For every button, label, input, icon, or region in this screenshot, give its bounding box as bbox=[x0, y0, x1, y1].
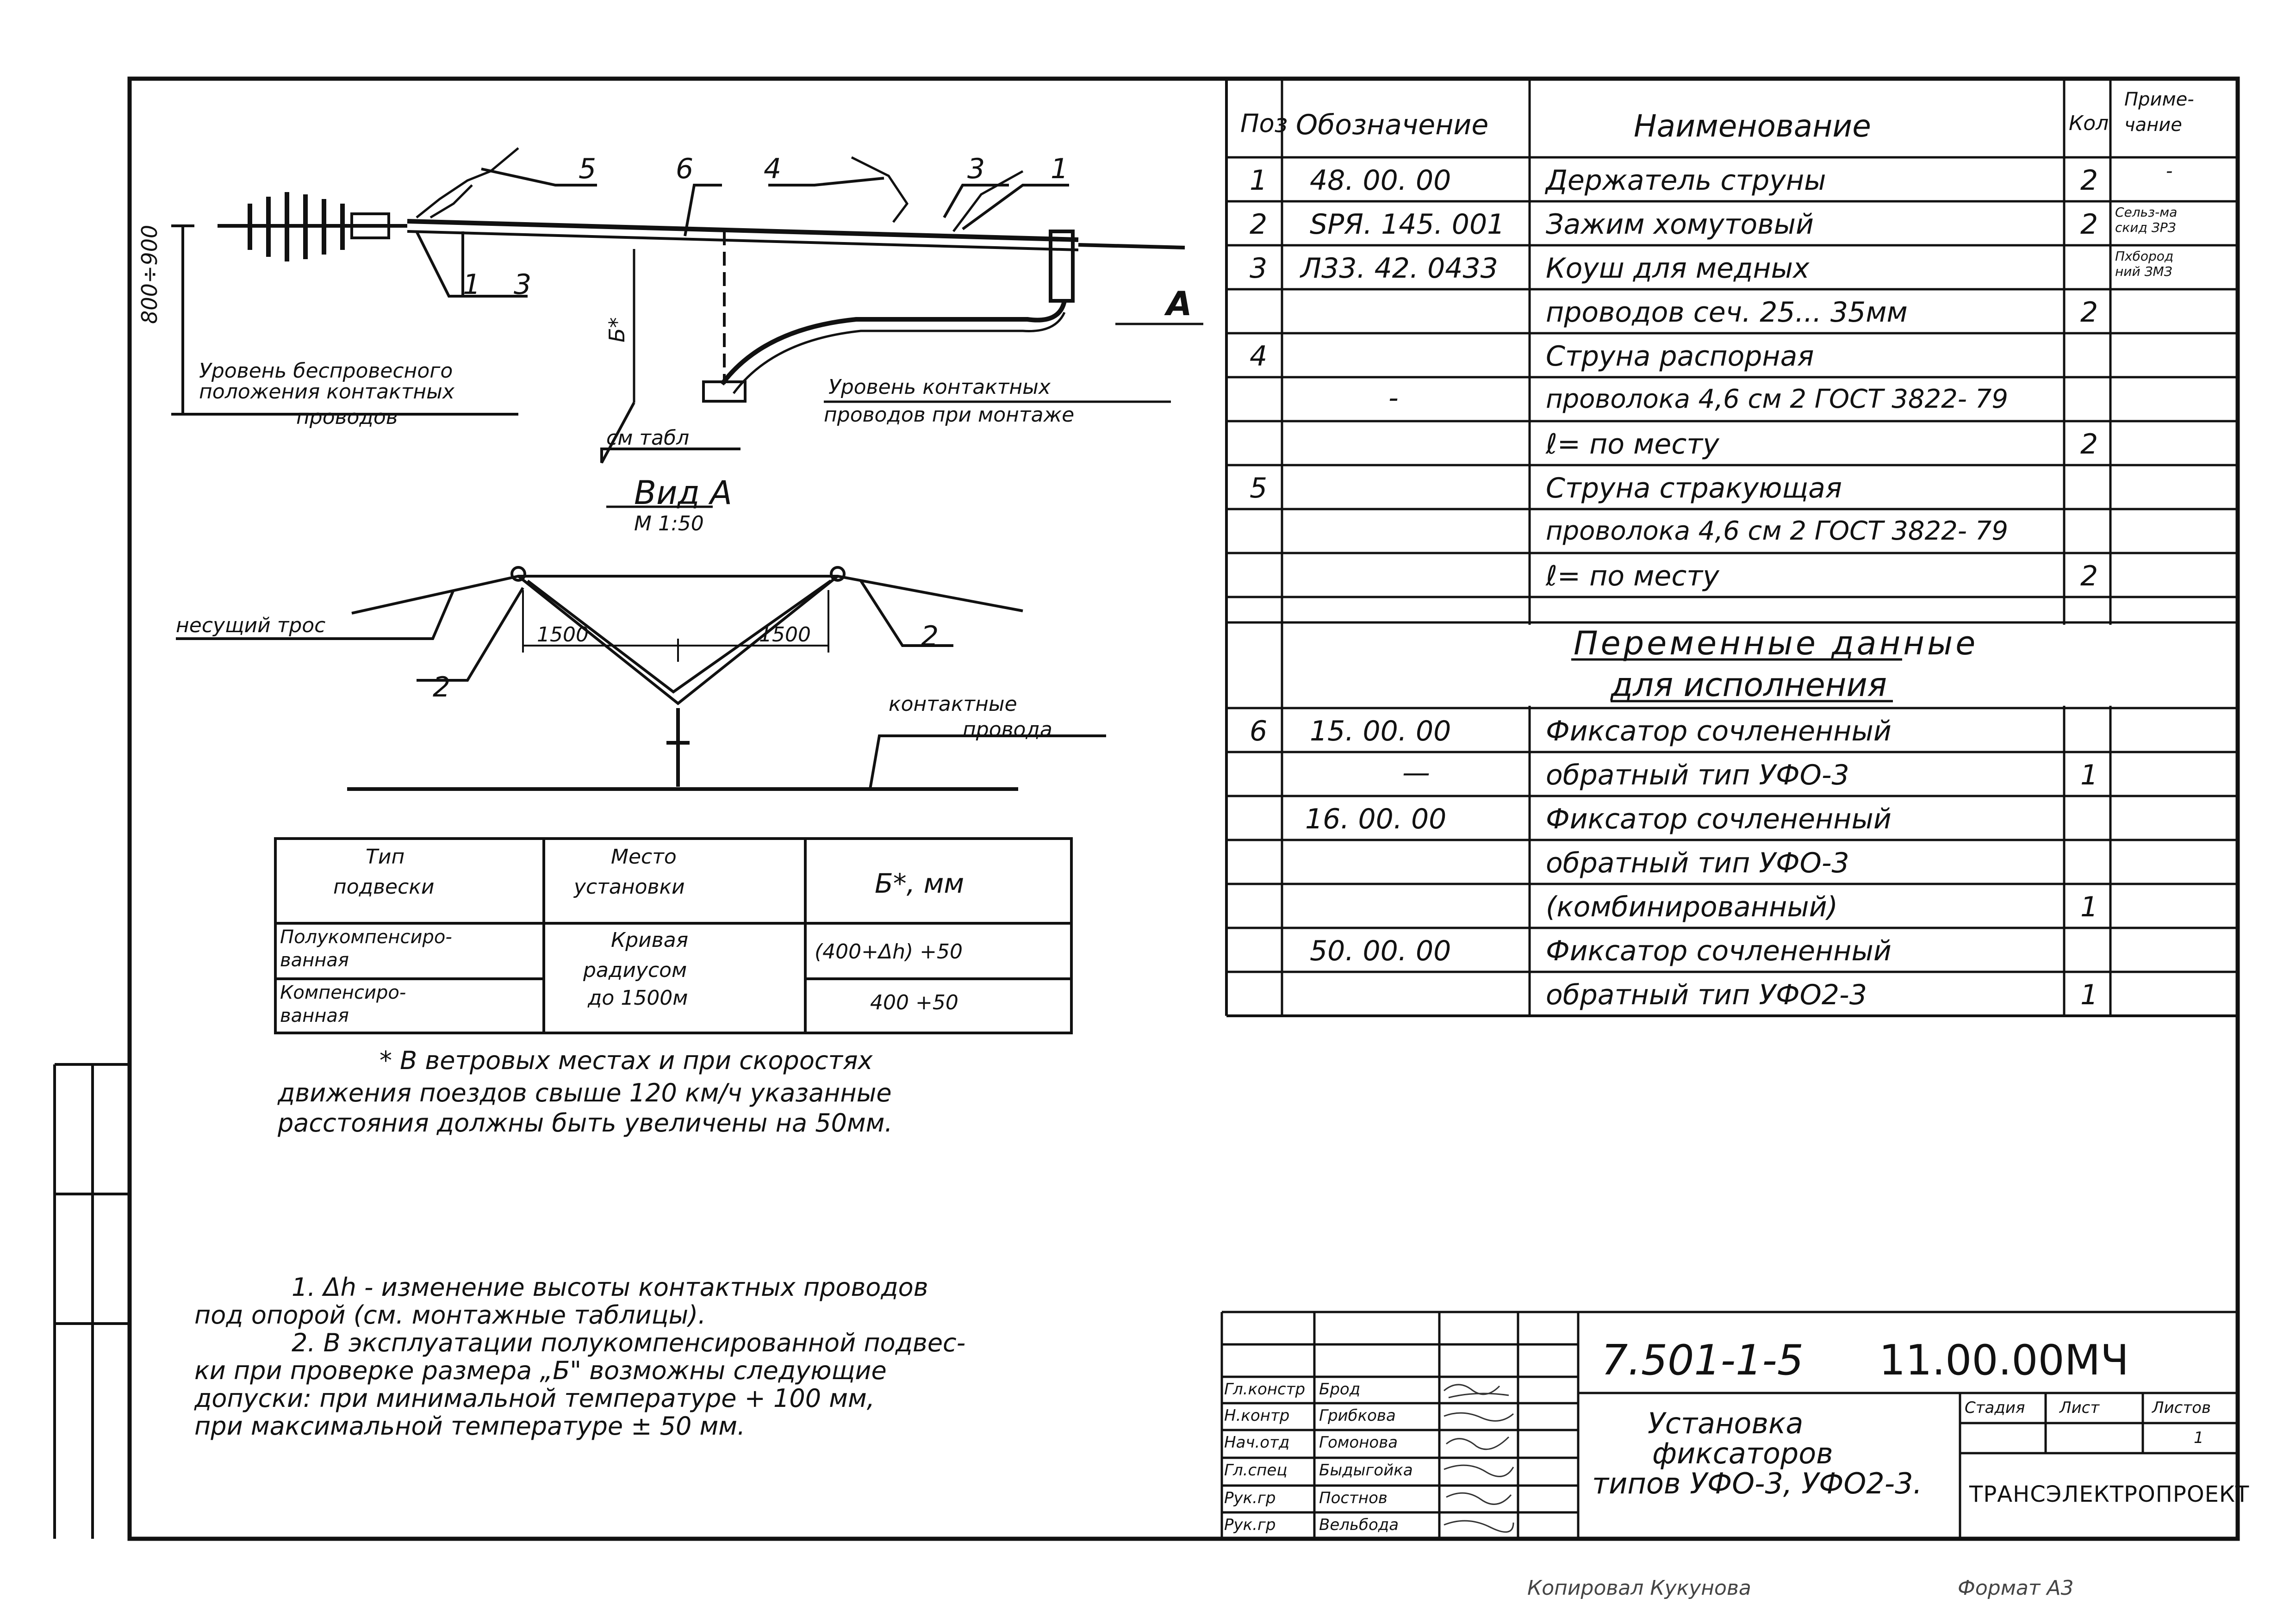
span-right: 1500 bbox=[759, 623, 811, 647]
spec-qty: 2 bbox=[2080, 296, 2098, 329]
spec-name: ℓ= по месту bbox=[1546, 560, 1719, 592]
stamp-organization: ТРАНСЭЛЕКТРОПРОЕКТ bbox=[1969, 1481, 2250, 1507]
stamp-role: Рук.гр bbox=[1224, 1516, 1276, 1534]
stamp-role: Н.контр bbox=[1224, 1406, 1290, 1425]
btable-h1-2: подвески bbox=[333, 875, 435, 899]
b-dimension: Б* bbox=[604, 317, 629, 342]
callout-1: 1 bbox=[1051, 153, 1069, 185]
note-line-1: 1. Δh - изменение высоты контактных проводов bbox=[292, 1273, 928, 1302]
spec-note: Сельз-ма bbox=[2115, 205, 2178, 220]
spec-name: (комбинированный) bbox=[1546, 891, 1838, 923]
spec-note: - bbox=[2166, 161, 2173, 182]
btable-place-2: радиусом bbox=[583, 958, 687, 982]
bottom-copied-by: Копировал Кукунова bbox=[1527, 1576, 1751, 1600]
stamp-title-2: фиксаторов bbox=[1652, 1436, 1833, 1470]
spec-pos: 1 bbox=[1250, 164, 1268, 197]
view-a-title: Вид А bbox=[634, 474, 733, 512]
footnote-line-3: расстояния должны быть увеличены на 50мм. bbox=[278, 1108, 893, 1138]
stamp-person: Быдыгойка bbox=[1319, 1461, 1413, 1480]
spec-note: Пхбород bbox=[2115, 249, 2174, 264]
fixator-drawing bbox=[171, 148, 1203, 512]
note-line-4: ки при проверке размера „Б" возможны следующие bbox=[194, 1356, 887, 1385]
callout-2-left: 2 bbox=[433, 671, 451, 703]
see-table-label: см табл bbox=[606, 426, 690, 450]
carrier-cable-label: несущий трос bbox=[176, 614, 326, 637]
view-a-scale: М 1:50 bbox=[634, 512, 704, 535]
stamp-sheet-code: 11.00.00МЧ bbox=[1879, 1336, 2129, 1385]
spec-qty: 2 bbox=[2080, 208, 2098, 241]
spec-designation: 50. 00. 00 bbox=[1310, 935, 1451, 967]
callout-6: 6 bbox=[676, 153, 694, 185]
spec-name: Фиксатор сочлененный bbox=[1546, 803, 1892, 835]
btable-place-1: Кривая bbox=[611, 928, 689, 952]
stamp-role: Рук.гр bbox=[1224, 1489, 1276, 1507]
free-level-label-2: положения контактных bbox=[199, 380, 454, 404]
spec-name: проводов сеч. 25... 35мм bbox=[1546, 296, 1908, 329]
stamp-person: Брод bbox=[1319, 1380, 1361, 1399]
stamp-role: Гл.констр bbox=[1224, 1380, 1306, 1399]
spec-header-qty: Кол bbox=[2069, 112, 2109, 135]
span-left: 1500 bbox=[537, 623, 589, 647]
view-marker-a: A bbox=[1166, 284, 1192, 323]
height-dimension: 800÷900 bbox=[137, 224, 162, 324]
note-line-2: под опорой (см. монтажные таблицы). bbox=[194, 1300, 706, 1330]
spec-pos: 4 bbox=[1250, 340, 1268, 373]
spec-qty: 1 bbox=[2080, 891, 2098, 923]
spec-designation: Л33. 42. 0433 bbox=[1300, 252, 1498, 285]
btable-place-3: до 1500м bbox=[588, 986, 688, 1010]
spec-name: Струна распорная bbox=[1546, 340, 1814, 373]
stamp-title-1: Установка bbox=[1648, 1406, 1804, 1440]
btable-r1c3: (400+Δh) +50 bbox=[815, 940, 963, 964]
btable-r2c1-2: ванная bbox=[280, 1005, 349, 1026]
btable-h2-2: установки bbox=[574, 875, 685, 899]
spec-name: Фиксатор сочлененный bbox=[1546, 715, 1892, 747]
callout-4: 4 bbox=[764, 153, 782, 185]
note-line-6: при максимальной температуре ± 50 мм. bbox=[194, 1412, 746, 1441]
contact-wires-label-1: контактные bbox=[889, 692, 1017, 716]
spec-header-name: Наименование bbox=[1634, 108, 1871, 144]
stamp-sheets-label: Листов bbox=[2152, 1399, 2211, 1417]
variable-data-title: Переменные данные bbox=[1574, 624, 1979, 662]
install-level-label-1: Уровень контактных bbox=[828, 375, 1051, 399]
spec-name: Коуш для медных bbox=[1546, 252, 1810, 285]
spec-qty: 1 bbox=[2080, 979, 2098, 1011]
spec-name: проволока 4,6 см 2 ГОСТ 3822- 79 bbox=[1546, 516, 2008, 546]
spec-designation: — bbox=[1402, 757, 1430, 789]
spec-qty: 2 bbox=[2080, 560, 2098, 592]
contact-wires-label-2: провода bbox=[963, 718, 1052, 741]
spec-name: ℓ= по месту bbox=[1546, 428, 1719, 460]
stamp-person: Постнов bbox=[1319, 1489, 1388, 1507]
callout-3-left: 3 bbox=[514, 268, 532, 301]
spec-header-pos: Поз bbox=[1240, 109, 1288, 138]
spec-header-designation: Обозначение bbox=[1296, 109, 1489, 141]
callout-3: 3 bbox=[967, 153, 985, 185]
stamp-person: Грибкова bbox=[1319, 1406, 1396, 1425]
spec-pos: 3 bbox=[1250, 252, 1268, 285]
spec-pos: 6 bbox=[1250, 715, 1268, 747]
footnote-line-1: * В ветровых местах и при скоростях bbox=[380, 1046, 873, 1075]
stamp-stage-label: Стадия bbox=[1965, 1399, 2025, 1417]
spec-pos: 2 bbox=[1250, 208, 1268, 241]
spec-note: ний ЗМЗ bbox=[2115, 264, 2172, 279]
stamp-role: Гл.спец bbox=[1224, 1461, 1288, 1480]
note-line-3: 2. В эксплуатации полукомпенсированной подвес- bbox=[292, 1328, 966, 1357]
spec-name: Держатель струны bbox=[1546, 164, 1826, 197]
footnote-line-2: движения поездов свыше 120 км/ч указанные bbox=[278, 1078, 892, 1107]
spec-designation: 15. 00. 00 bbox=[1310, 715, 1451, 747]
spec-name: обратный тип УФО-3 bbox=[1546, 847, 1849, 879]
spec-designation: 16. 00. 00 bbox=[1305, 803, 1447, 835]
spec-name: Струна стракующая bbox=[1546, 472, 1842, 504]
spec-name: проволока 4,6 см 2 ГОСТ 3822- 79 bbox=[1546, 384, 2008, 414]
spec-header-note-2: чание bbox=[2124, 114, 2182, 136]
spec-designation: - bbox=[1388, 382, 1399, 414]
signatures bbox=[1439, 1377, 1518, 1539]
spec-name: Фиксатор сочлененный bbox=[1546, 935, 1892, 967]
stamp-person: Гомонова bbox=[1319, 1433, 1398, 1452]
stamp-sheets-value: 1 bbox=[2194, 1429, 2204, 1447]
btable-r1c1-1: Полукомпенсиро- bbox=[280, 927, 452, 948]
note-line-5: допуски: при минимальной температуре + 100 мм, bbox=[194, 1384, 875, 1413]
free-level-label-3: проводов bbox=[296, 405, 398, 429]
spec-qty: 2 bbox=[2080, 428, 2098, 460]
spec-qty: 2 bbox=[2080, 164, 2098, 197]
spec-qty: 1 bbox=[2080, 759, 2098, 791]
btable-h1-1: Тип bbox=[366, 845, 405, 869]
spec-designation: SPЯ. 145. 001 bbox=[1310, 208, 1505, 241]
spec-name: обратный тип УФО2-3 bbox=[1546, 979, 1867, 1011]
spec-designation: 48. 00. 00 bbox=[1310, 164, 1451, 197]
stamp-person: Вельбода bbox=[1319, 1516, 1399, 1534]
callout-1-left: 1 bbox=[463, 268, 481, 301]
stamp-title-3: типов УФО-3, УФО2-3. bbox=[1592, 1467, 1923, 1500]
install-level-label-2: проводов при монтаже bbox=[824, 403, 1075, 427]
btable-h2-1: Место bbox=[611, 845, 677, 869]
spec-header-note-1: Приме- bbox=[2124, 89, 2194, 110]
btable-r2c3: 400 +50 bbox=[870, 991, 958, 1014]
stamp-sheet-label: Лист bbox=[2060, 1399, 2100, 1417]
variable-data-subtitle: для исполнения bbox=[1611, 666, 1887, 704]
callout-2-right: 2 bbox=[921, 620, 939, 653]
spec-name: обратный тип УФО-3 bbox=[1546, 759, 1849, 791]
callout-5: 5 bbox=[579, 153, 597, 185]
btable-r1c1-2: ванная bbox=[280, 950, 349, 971]
free-level-label-1: Уровень беспровесного bbox=[199, 359, 453, 383]
btable-h3: Б*, мм bbox=[875, 868, 964, 899]
stamp-role: Нач.отд bbox=[1224, 1433, 1290, 1452]
stamp-code: 7.501-1-5 bbox=[1601, 1336, 1804, 1385]
spec-name: Зажим хомутовый bbox=[1546, 208, 1814, 241]
bottom-format: Формат А3 bbox=[1958, 1576, 2074, 1600]
view-a-drawing bbox=[176, 567, 1106, 789]
spec-note: скид ЗРЗ bbox=[2115, 220, 2176, 235]
btable-r2c1-1: Компенсиро- bbox=[280, 982, 406, 1003]
spec-pos: 5 bbox=[1250, 472, 1268, 504]
